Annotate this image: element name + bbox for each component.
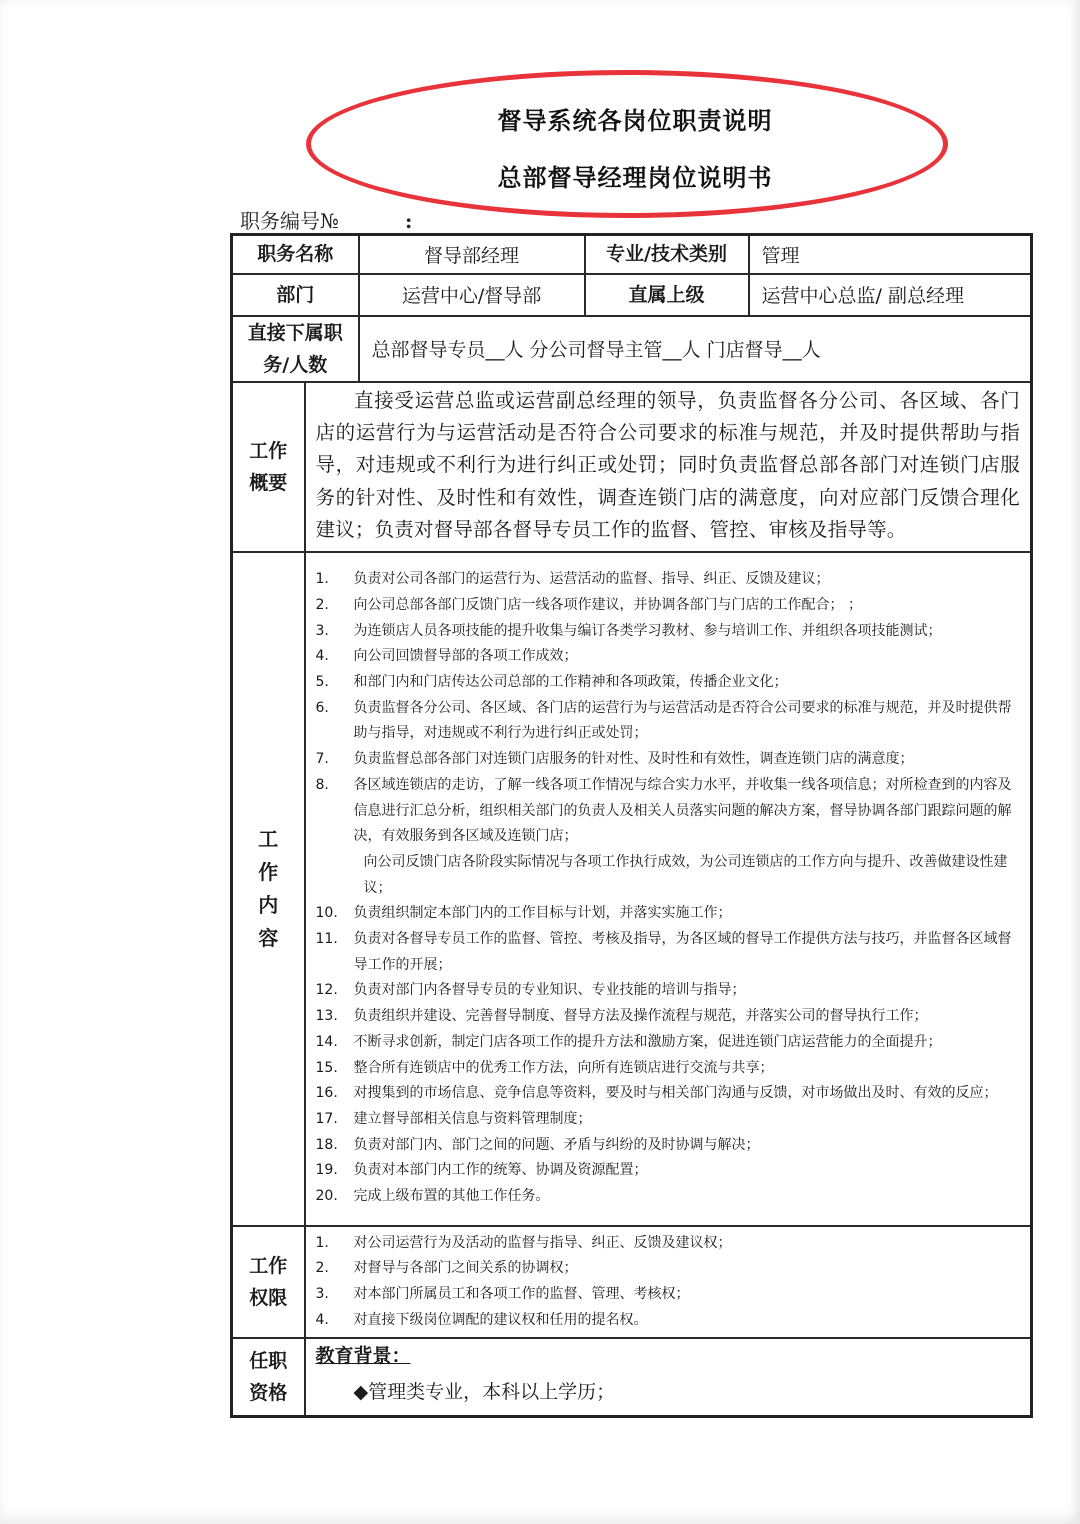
duty-item-number: 2. bbox=[315, 596, 329, 613]
duty-item-number: 15. bbox=[315, 1059, 338, 1076]
duty-item-text: 负责对部门内、部门之间的问题、矛盾与纠纷的及时协调与解决； bbox=[353, 1136, 760, 1153]
position-value: 督导部经理 bbox=[359, 235, 585, 274]
duty-item-number: 10. bbox=[315, 905, 338, 922]
duty-item-text: 负责监督总部各部门对连锁门店服务的针对性、及时性和有效性，调查连锁门店的满意度； bbox=[353, 751, 914, 768]
authority-item bbox=[316, 1231, 1019, 1257]
duty-item bbox=[316, 1158, 1019, 1184]
duty-item bbox=[316, 644, 1019, 670]
authority-item-number: 4. bbox=[315, 1311, 329, 1328]
specialty-label: 专业/技术类别 bbox=[585, 235, 749, 274]
duty-item-text: 负责对部门内各督导专员的专业知识、专业技能的培训与指导； bbox=[353, 982, 746, 999]
duty-item bbox=[316, 978, 1019, 1004]
duty-item-text: 向公司总部各部门反馈门店一线各项作建议，并协调各部门与门店的工作配合； ； bbox=[353, 596, 862, 613]
duty-item bbox=[316, 1030, 1019, 1056]
duty-item bbox=[316, 593, 1019, 619]
duty-item bbox=[316, 567, 1019, 593]
duty-item bbox=[316, 1184, 1019, 1210]
duty-item-text: 整合所有连锁店中的优秀工作方法，向所有连锁店进行交流与共享； bbox=[353, 1059, 774, 1076]
duty-item-text: 负责监督各分公司、各区域、各门店的运营行为与运营活动是否符合公司要求的标准与规范，并及时提供帮助与指导，对违规或不利行为进行纠正或处罚； bbox=[353, 699, 1012, 742]
duty-item bbox=[316, 1107, 1019, 1133]
overview-label: 工作概要 bbox=[232, 382, 305, 552]
duty-item bbox=[316, 747, 1019, 773]
duty-item-text: 和部门内和门店传达公司总部的工作精神和各项政策，传播企业文化； bbox=[353, 674, 788, 691]
position-label: 职务名称 bbox=[232, 235, 359, 274]
duty-item bbox=[316, 670, 1019, 696]
authority-cell bbox=[305, 1226, 1032, 1339]
authority-item-text: 对督导与各部门之间关系的协调权； bbox=[353, 1260, 578, 1277]
authority-item-number: 3. bbox=[315, 1285, 329, 1302]
education-heading: 教育背景： bbox=[315, 1345, 411, 1368]
duty-item bbox=[316, 850, 1019, 901]
duty-item bbox=[316, 1133, 1019, 1159]
job-number-line bbox=[240, 205, 412, 234]
duty-item-number: 12. bbox=[315, 982, 338, 999]
duty-item-number: 8. bbox=[315, 776, 329, 793]
duty-item-number: 16. bbox=[315, 1085, 338, 1102]
duty-item bbox=[316, 619, 1019, 645]
qualification-label: 任职资格 bbox=[232, 1338, 305, 1416]
duty-item-number: 4. bbox=[315, 648, 329, 665]
duty-item-text: 建立督导部相关信息与资料管理制度； bbox=[353, 1111, 592, 1127]
authority-list bbox=[306, 1227, 1031, 1338]
duty-item bbox=[316, 773, 1019, 850]
duty-item-text: 负责对公司各部门的运营行为、运营活动的监督、指导、纠正、反馈及建议； bbox=[353, 571, 830, 588]
duty-item-text: 向公司反馈门店各阶段实际情况与各项工作执行成效，为公司连锁店的工作方向与提升、改善做建设性建议； bbox=[363, 853, 1008, 896]
duty-item-number: 17. bbox=[315, 1111, 338, 1127]
dept-value: 运营中心/督导部 bbox=[359, 274, 585, 316]
duty-item-number: 3. bbox=[315, 622, 329, 639]
red-ellipse-annotation bbox=[306, 70, 948, 218]
job-description-table bbox=[230, 233, 1033, 1418]
authority-item bbox=[316, 1282, 1019, 1308]
duty-item-number: 14. bbox=[315, 1033, 338, 1050]
duty-item-number: 11. bbox=[315, 931, 338, 948]
authority-item-number: 1. bbox=[315, 1234, 329, 1251]
qualification-cell bbox=[305, 1338, 1032, 1416]
authority-item bbox=[316, 1308, 1019, 1334]
job-number-colon: : bbox=[404, 209, 413, 233]
duty-item-number: 20. bbox=[315, 1188, 338, 1205]
duties-label: 工作内容 bbox=[232, 552, 305, 1226]
duty-item-text: 负责对各督导专员工作的监督、管控、考核及指导，为各区域的督导工作提供方法与技巧，并监督各区域督导工作的开展； bbox=[353, 931, 1012, 973]
authority-label: 工作权限 bbox=[232, 1226, 305, 1339]
duty-item-text: 负责对本部门内工作的统筹、协调及资源配置； bbox=[353, 1162, 648, 1179]
document-subtitle: 总部督导经理岗位说明书 bbox=[497, 164, 773, 192]
duty-item bbox=[316, 1056, 1019, 1082]
authority-item-number: 2. bbox=[315, 1260, 329, 1277]
specialty-value: 管理 bbox=[749, 235, 1032, 274]
duty-item-number: 7. bbox=[315, 751, 329, 768]
duty-item-text: 为连锁店人员各项技能的提升收集与编订各类学习教材、参与培训工作、并组织各项技能测试； bbox=[353, 622, 942, 639]
authority-item bbox=[316, 1256, 1019, 1282]
duty-item-text: 对搜集到的市场信息、竞争信息等资料，要及时与相关部门沟通与反馈，对市场做出及时、有效的反应； bbox=[353, 1085, 998, 1102]
duty-item-text: 完成上级布置的其他工作任务。 bbox=[353, 1188, 550, 1205]
authority-item-text: 对本部门所属员工和各项工作的监督、管理、考核权； bbox=[353, 1285, 690, 1302]
duty-item-number: 19. bbox=[315, 1162, 338, 1179]
subordinates-value: 总部督导专员__人 分公司督导主管__人 门店督导__人 bbox=[359, 316, 1032, 382]
duty-item bbox=[316, 1081, 1019, 1107]
duty-item-text: 不断寻求创新，制定门店各项工作的提升方法和激励方案，促进连锁门店运营能力的全面提升； bbox=[353, 1033, 942, 1050]
duty-item-number: 1. bbox=[315, 571, 329, 588]
duty-item bbox=[316, 927, 1019, 978]
subordinates-label: 直接下属职务/人数 bbox=[232, 316, 359, 382]
authority-item-text: 对直接下级岗位调配的建议权和任用的提名权。 bbox=[353, 1311, 648, 1328]
duty-item-number: 13. bbox=[315, 1008, 338, 1025]
duty-item-number: 18. bbox=[315, 1136, 338, 1153]
duty-item-text: 负责组织并建设、完善督导制度、督导方法及操作流程与规范，并落实公司的督导执行工作； bbox=[353, 1008, 928, 1025]
overview-paragraph: 直接受运营总监或运营副总经理的领导，负责监督各分公司、各区域、各门店的运营行为与运营活动是否符合公司要求的标准与规范，并及时提供帮助与指导，对违规或不利行为进行纠正或处罚；同时负责监督总部各部门对连锁门店服务的针对性、及时性和有效性，调查连锁门店的满意度，向对应部门反馈合理化建议；负责对督导部各督导专员工作的监督、管控、审核及指导等。 bbox=[315, 388, 1021, 542]
duty-item bbox=[316, 1004, 1019, 1030]
education-item: ◆管理类专业，本科以上学历； bbox=[353, 1381, 616, 1404]
duty-item bbox=[316, 901, 1019, 927]
job-number-blank bbox=[339, 215, 399, 234]
superior-label: 直属上级 bbox=[585, 274, 749, 316]
document-title: 督导系统各岗位职责说明 bbox=[497, 107, 773, 135]
overview-text bbox=[305, 382, 1032, 552]
job-number-label: 职务编号№ bbox=[240, 209, 339, 233]
dept-label: 部门 bbox=[232, 274, 359, 316]
duty-item bbox=[316, 696, 1019, 747]
duty-item-number: 6. bbox=[315, 699, 329, 716]
duty-item-text: 负责组织制定本部门内的工作目标与计划，并落实实施工作； bbox=[353, 905, 732, 922]
duties-list bbox=[306, 563, 1031, 1214]
duty-item-text: 各区域连锁店的走访，了解一线各项工作情况与综合实力水平，并收集一线各项信息；对所检查到的内容及信息进行汇总分析，组织相关部门的负责人及相关人员落实问题的解决方案，督导协调各部门跟踪问题的解决，有效服务到各区域及连锁门店； bbox=[353, 776, 1012, 845]
superior-value: 运营中心总监/ 副总经理 bbox=[749, 274, 1032, 316]
authority-item-text: 对公司运营行为及活动的监督与指导、纠正、反馈及建议权； bbox=[353, 1234, 732, 1251]
duty-item-number: 5. bbox=[315, 674, 329, 691]
duties-cell bbox=[305, 552, 1032, 1226]
duty-item-text: 向公司回馈督导部的各项工作成效； bbox=[353, 648, 578, 665]
